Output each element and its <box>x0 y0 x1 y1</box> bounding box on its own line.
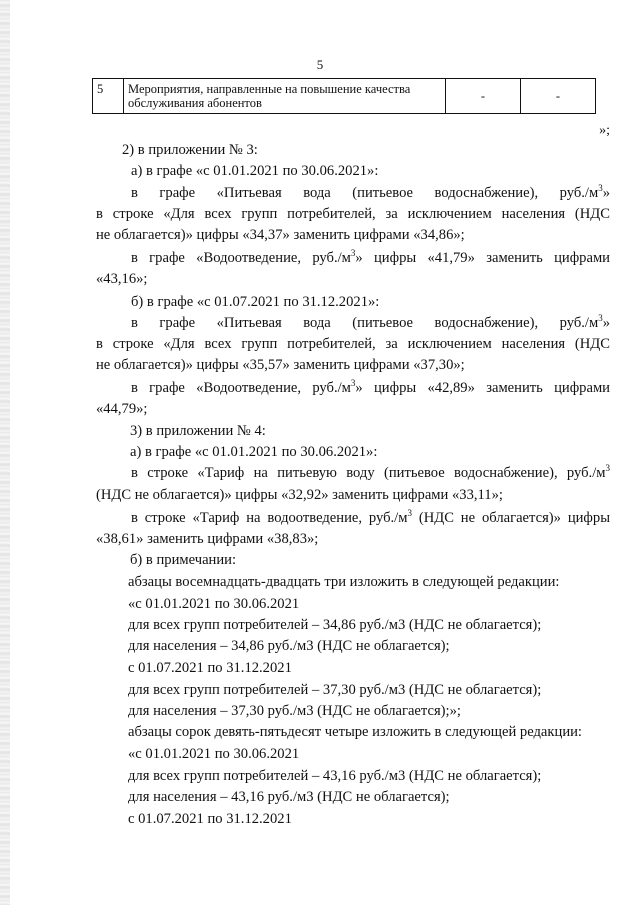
text-line: в строке «Тариф на водоотведение, $руб./м^3$ (НДС не облагается)» цифры <box>131 508 610 526</box>
text-line: для всех групп потребителей – 34,86 руб./м3 (НДС не облагается); <box>128 617 542 633</box>
text-line: для населения – 37,30 руб./м3 (НДС не облагается);»; <box>128 703 461 719</box>
text-line: абзацы сорок девять-пятьдесят четыре изложить в следующей редакции: <box>128 724 582 740</box>
row-text-line1: Мероприятия, направленные на повышение качества <box>128 82 411 96</box>
text-line: в строке «Для всех групп потребителей, за исключением населения (НДС <box>96 336 610 352</box>
closing-quote: »; <box>599 123 610 138</box>
text-line: для населения – 43,16 руб./м3 (НДС не облагается); <box>128 789 450 805</box>
text-line: «с 01.01.2021 по 30.06.2021 <box>128 596 300 612</box>
text-line: (НДС не облагается)» цифры «32,92» заменить цифрами «33,11»; <box>96 487 503 503</box>
text-line: «с 01.01.2021 по 30.06.2021 <box>128 746 300 762</box>
text-line: с 01.07.2021 по 31.12.2021 <box>128 660 292 676</box>
text-line: а) в графе «с 01.01.2021 по 30.06.2021»: <box>130 444 378 460</box>
text-line: в графе «Водоотведение, $руб./м^3$» цифры «42,89» заменить цифрами <box>131 378 610 396</box>
text-line: 3) в приложении № 4: <box>130 423 266 439</box>
text-line: «38,61» заменить цифрами «38,83»; <box>96 531 319 547</box>
text-line: «43,16»; <box>96 271 148 287</box>
text-line: в графе «Питьевая вода (питьевое водоснабжение), $руб./м^3$» <box>131 313 610 331</box>
text-line: не облагается)» цифры «35,57» заменить цифрами «37,30»; <box>96 357 465 373</box>
page-number: 5 <box>316 57 324 72</box>
row-text-line2: обслуживания абонентов <box>128 96 262 110</box>
text-line: абзацы восемнадцать-двадцать три изложить в следующей редакции: <box>128 574 560 590</box>
text-line: в графе «Водоотведение, $руб./м^3$» цифры «41,79» заменить цифрами <box>131 248 610 266</box>
table-row <box>93 79 596 114</box>
row-number: 5 <box>93 79 124 114</box>
text-line: для всех групп потребителей – 43,16 руб./м3 (НДС не облагается); <box>128 768 542 784</box>
text-line: «44,79»; <box>96 401 148 417</box>
text-line: а) в графе «с 01.01.2021 по 30.06.2021»: <box>131 163 379 179</box>
text-line: б) в примечании: <box>130 552 237 568</box>
text-line: не облагается)» цифры «34,37» заменить цифрами «34,86»; <box>96 227 465 243</box>
program-table <box>92 78 596 114</box>
text-line: для всех групп потребителей – 37,30 руб./м3 (НДС не облагается); <box>128 682 542 698</box>
text-line: в графе «Питьевая вода (питьевое водоснабжение), $руб./м^3$» <box>131 183 610 201</box>
text-line: в строке «Для всех групп потребителей, за исключением населения (НДС <box>96 206 610 222</box>
text-line: для населения – 34,86 руб./м3 (НДС не облагается); <box>128 638 450 654</box>
row-value-1: - <box>446 79 521 114</box>
text-line: в строке «Тариф на питьевую воду (питьевое водоснабжение), $руб./м^3$ <box>131 463 610 481</box>
scan-edge <box>0 0 10 905</box>
text-line: 2) в приложении № 3: <box>122 142 258 158</box>
text-line: б) в графе «с 01.07.2021 по 31.12.2021»: <box>131 294 380 310</box>
row-text <box>124 79 446 114</box>
row-value-2: - <box>521 79 596 114</box>
text-line: с 01.07.2021 по 31.12.2021 <box>128 811 292 827</box>
